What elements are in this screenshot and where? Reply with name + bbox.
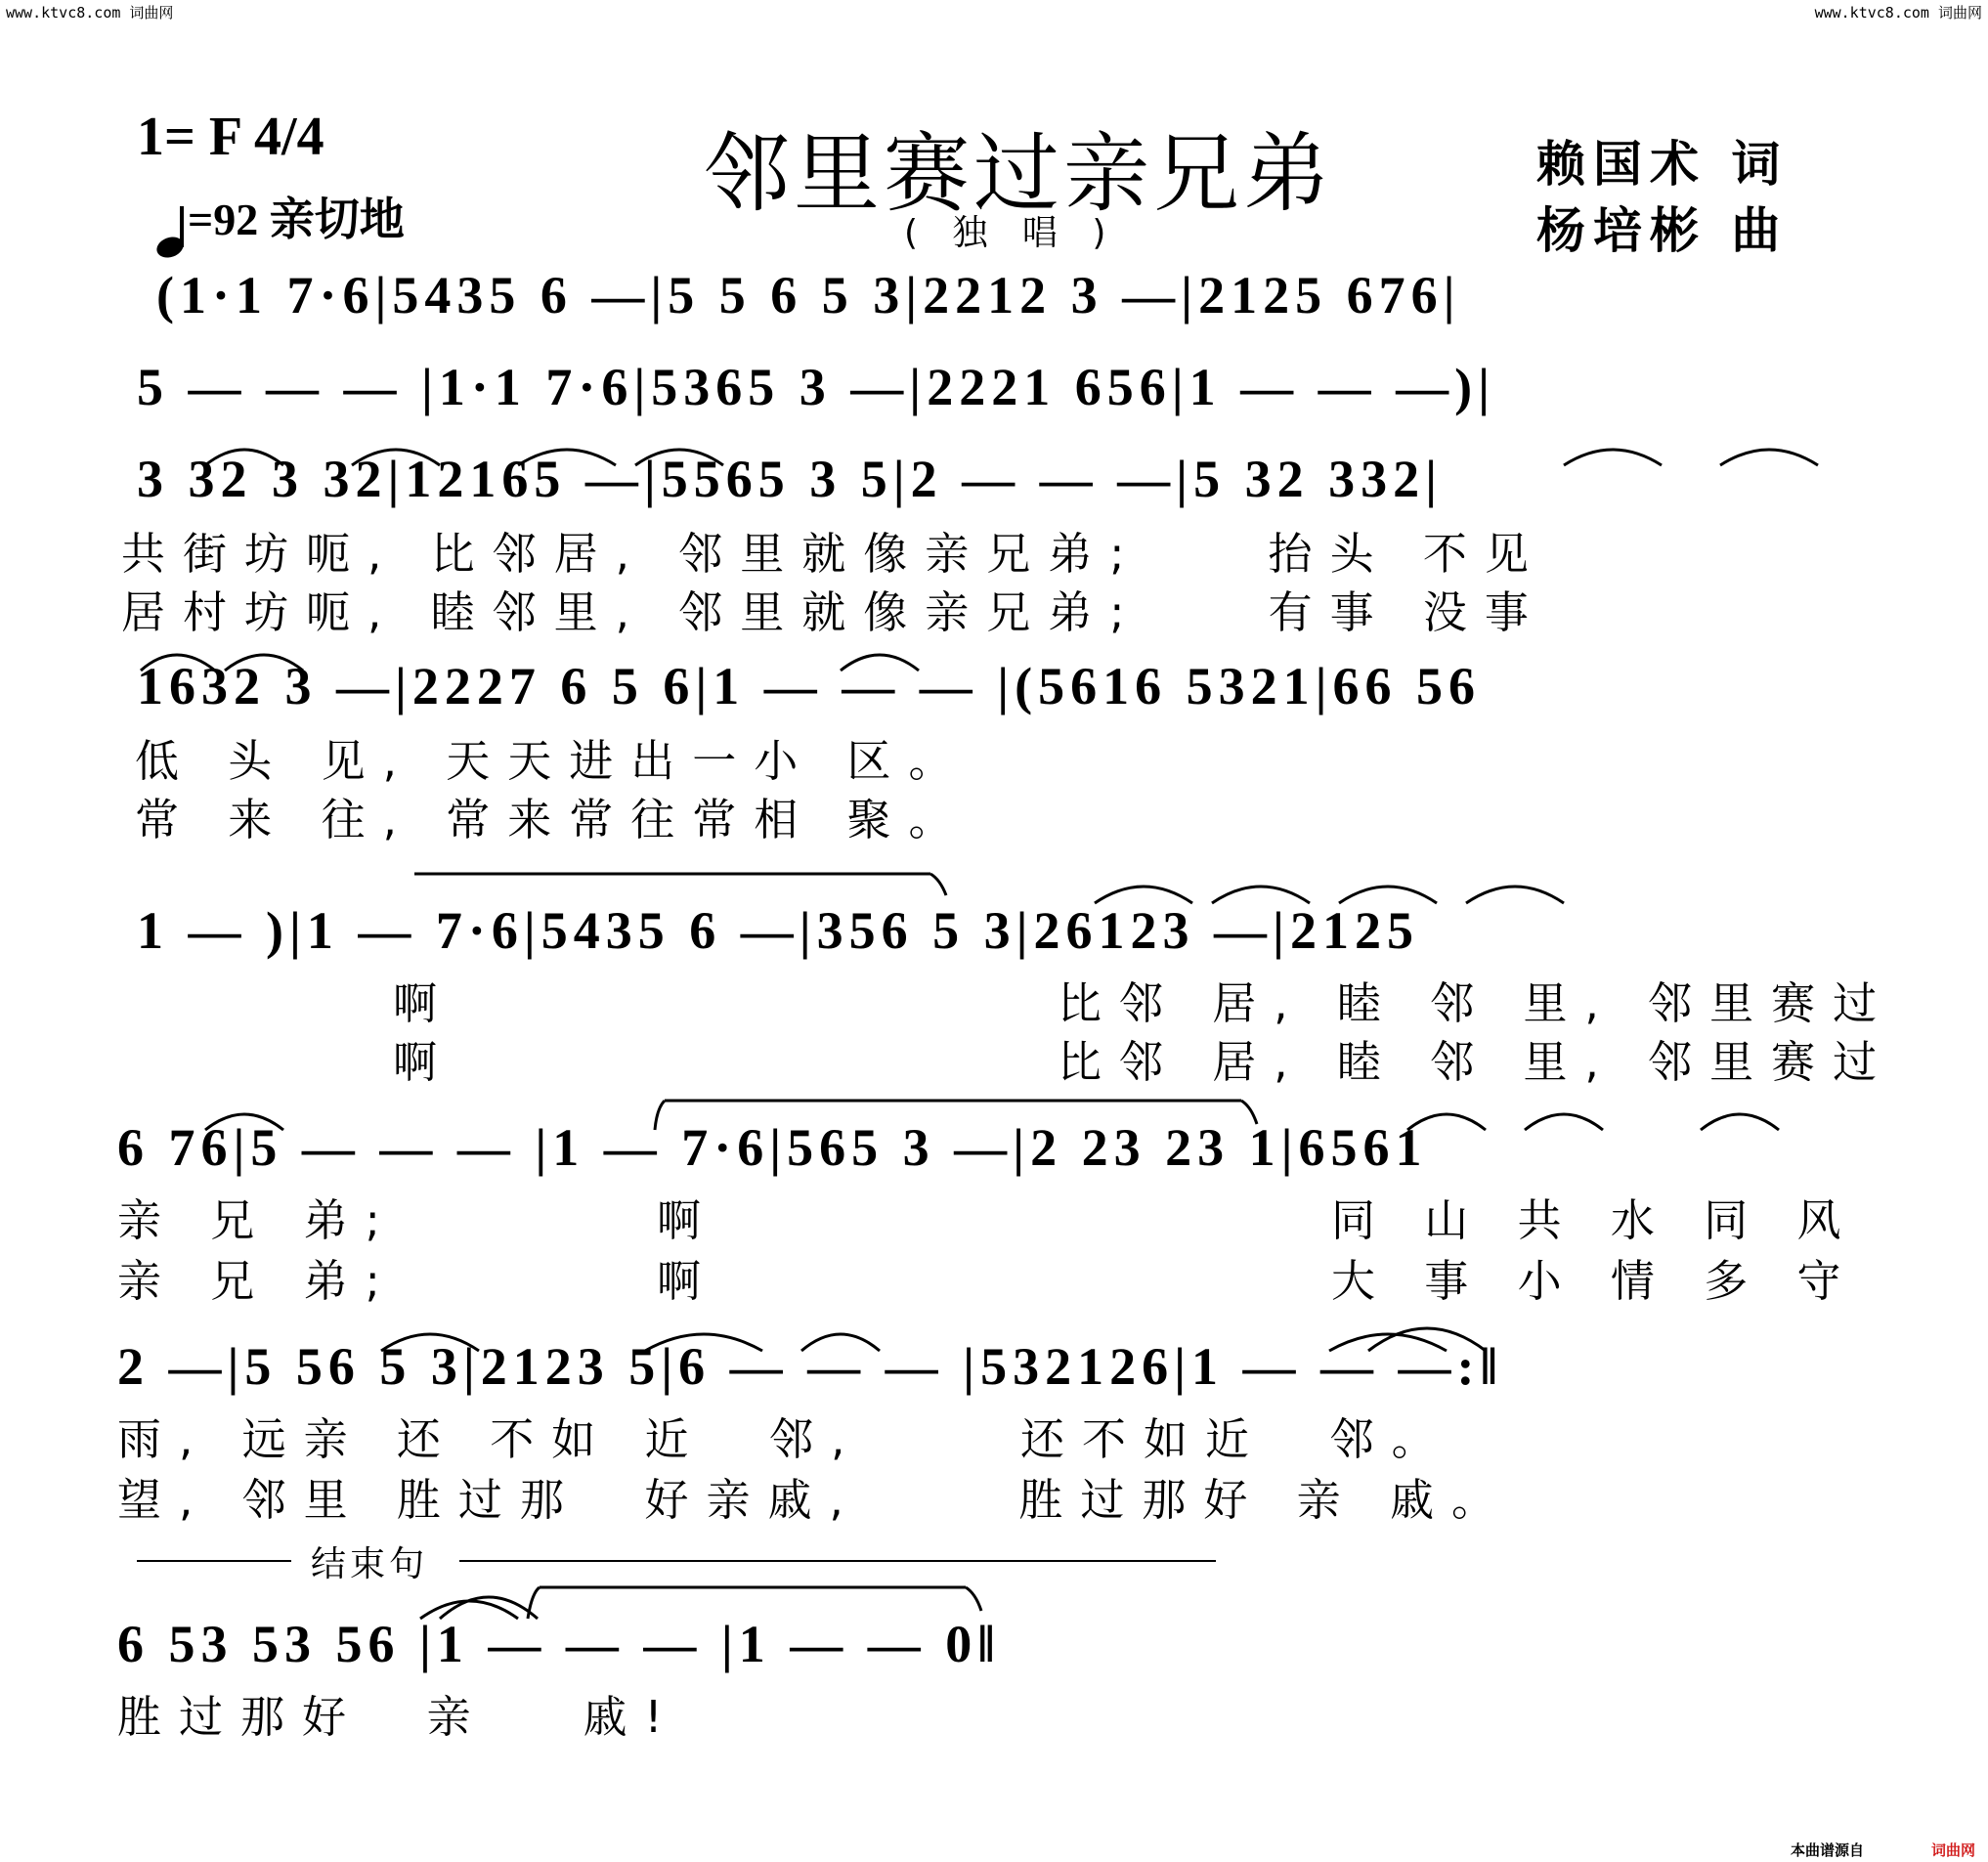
- watermark-left: www.ktvc8.com 词曲网: [6, 4, 174, 22]
- lyrics-line-3-verse-2: 居村坊呃, 睦邻里, 邻里就像亲兄弟; 有事 没事: [121, 586, 1546, 638]
- lyrics-line-6-verse-1-c: 同 山 共 水 同 风: [1331, 1194, 1859, 1246]
- ending-line-left: [137, 1560, 291, 1562]
- lyrics-line-6-verse-2-b: 啊: [657, 1255, 719, 1307]
- score-line-5: 1 — )|1 — 7·6|5435 6 —|356 5 3|26123 —|2125: [137, 901, 1419, 960]
- footer-source-label: 本曲谱源自: [1791, 1841, 1865, 1859]
- lyrics-line-5-verse-1-b: 比邻 居, 睦 邻 里, 邻里赛过: [1058, 977, 1895, 1029]
- lyrics-line-7-verse-1: 雨, 远亲 还 不如 近 邻, 还不如近 邻。: [117, 1413, 1453, 1465]
- lyrics-line-ending: 胜过那好 亲 戚!: [117, 1691, 680, 1743]
- lyrics-line-4-verse-1: 低 头 见, 天天进出一小 区。: [135, 735, 971, 787]
- footer-site-logo: 词曲网: [1931, 1841, 1976, 1859]
- performance-subtitle: ( 独 唱 ): [904, 213, 1118, 253]
- composer-credit: 杨培彬 曲: [1536, 202, 1789, 259]
- tempo-marking: =92 亲切地: [188, 195, 405, 244]
- lyrics-line-4-verse-2: 常 来 往, 常来常往常相 聚。: [135, 794, 971, 845]
- lyrics-line-6-verse-2-c: 大 事 小 情 多 守: [1331, 1255, 1859, 1307]
- score-line-2: 5 — — — |1·1 7·6|5365 3 —|2221 656|1 — — —)|: [137, 358, 1495, 416]
- lyrics-line-6-verse-2-a: 亲 兄 弟;: [117, 1255, 398, 1307]
- lyricist-credit: 赖国术 词: [1536, 136, 1789, 193]
- song-title: 邻里赛过亲兄弟: [704, 123, 1334, 224]
- score-line-ending: 6 53 53 56 |1 — — — |1 — — 0‖: [117, 1615, 1001, 1673]
- key-signature: 1= F 4/4: [137, 107, 324, 167]
- lyrics-line-6-verse-1-a: 亲 兄 弟;: [117, 1194, 398, 1246]
- score-line-7: 2 —|5 56 5 3|2123 5|6 — — — |532126|1 — — —:‖: [117, 1337, 1503, 1396]
- score-line-6: 6 76|5 — — — |1 — 7·6|565 3 —|2 23 23 1|6561: [117, 1118, 1428, 1177]
- lyrics-line-5-verse-1-a: 啊: [393, 977, 455, 1029]
- lyrics-line-3-verse-1: 共街坊呃, 比邻居, 邻里就像亲兄弟; 抬头 不见: [121, 528, 1546, 580]
- score-line-4: 1632 3 —|2227 6 5 6|1 — — — |(5616 5321|66 56: [137, 657, 1482, 715]
- lyrics-line-6-verse-1-b: 啊: [657, 1194, 719, 1246]
- score-line-1: (1·1 7·6|5435 6 —|5 5 6 5 3|2212 3 —|2125 676|: [156, 266, 1461, 325]
- lyrics-line-5-verse-2-b: 比邻 居, 睦 邻 里, 邻里赛过: [1058, 1036, 1895, 1088]
- ending-label: 结束句: [311, 1544, 429, 1584]
- lyrics-line-5-verse-2-a: 啊: [393, 1036, 455, 1088]
- score-line-3: 3 32 3 32|12165 —|5565 3 5|2 — — —|5 32 332|: [137, 450, 1443, 508]
- watermark-right: www.ktvc8.com 词曲网: [1814, 4, 1982, 22]
- lyrics-line-7-verse-2: 望, 邻里 胜过那 好亲戚, 胜过那好 亲 戚。: [117, 1474, 1513, 1526]
- ending-line-right: [459, 1560, 1216, 1562]
